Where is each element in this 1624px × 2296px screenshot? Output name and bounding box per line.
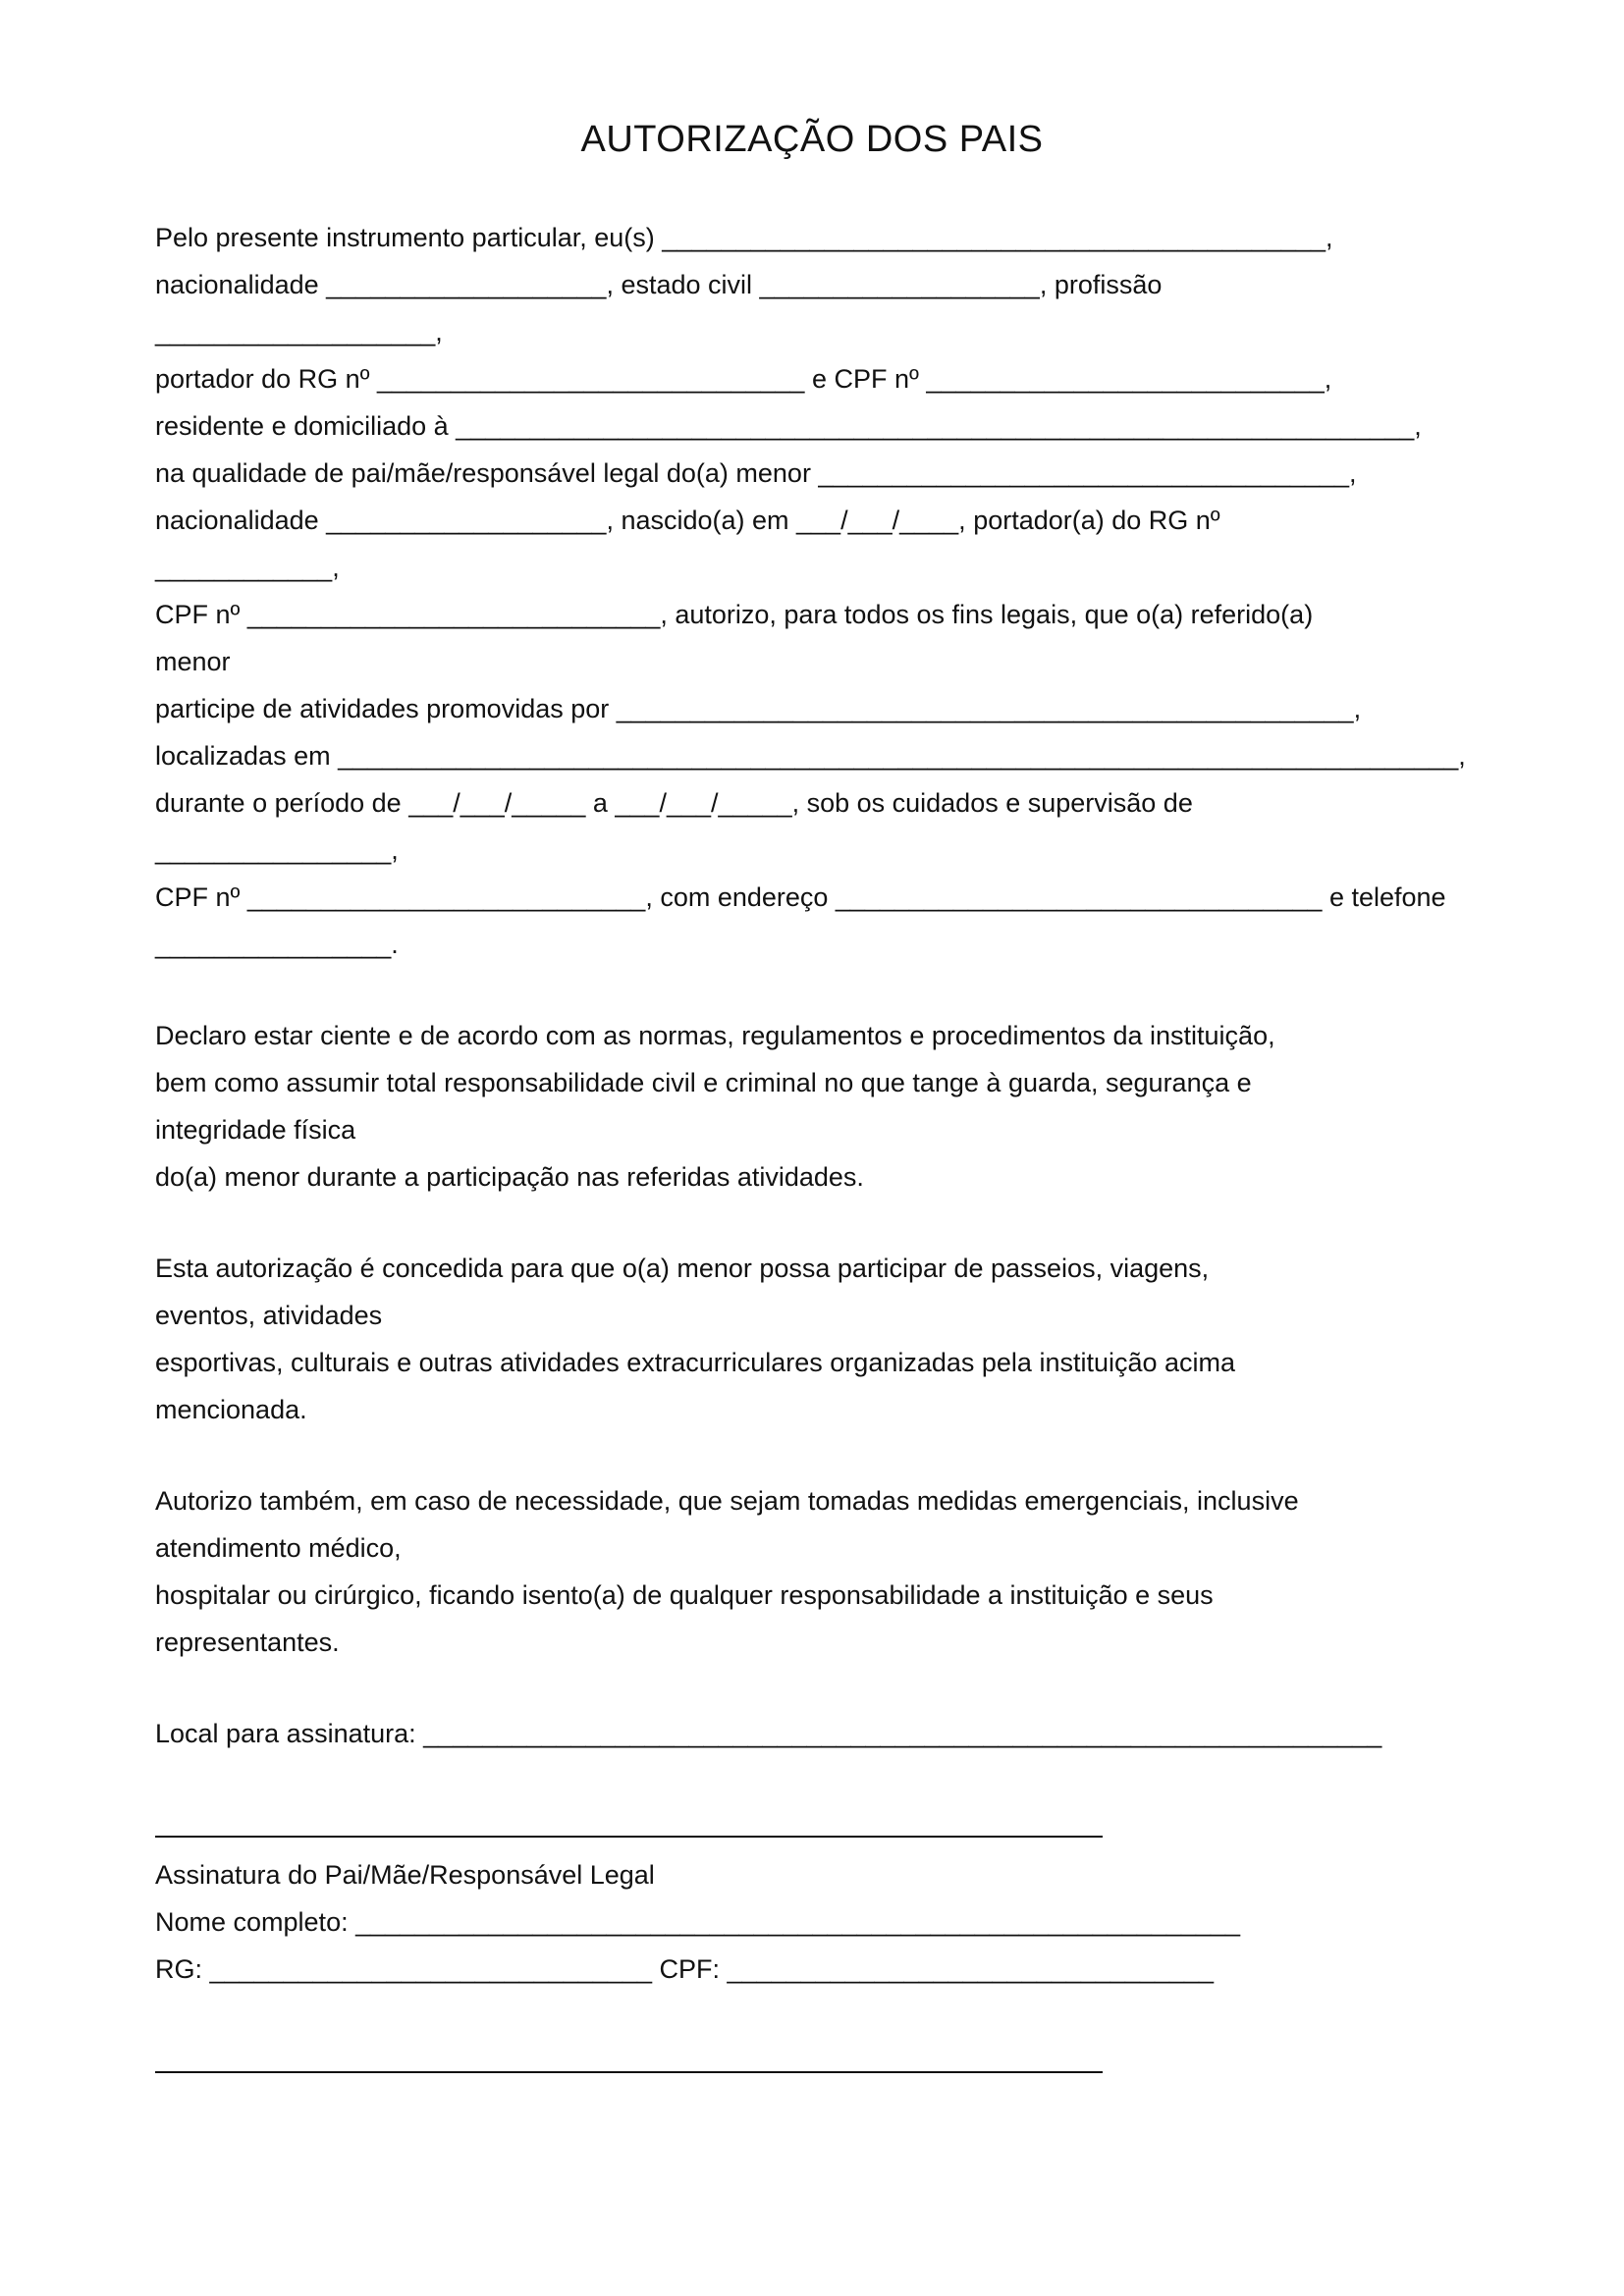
text-line-minor-rg-blank: ____________, bbox=[155, 553, 340, 582]
document-title: AUTORIZAÇÃO DOS PAIS bbox=[580, 119, 1044, 160]
signature-line-bottom bbox=[155, 2071, 1103, 2073]
text-line-menor: menor bbox=[155, 647, 231, 676]
text-line-scope-4: mencionada. bbox=[155, 1395, 307, 1424]
text-line-emergency-3: hospitalar ou cirúrgico, ficando isento(a) de qualquer responsabilidade a instituição e seus bbox=[155, 1580, 1214, 1610]
text-line-scope-1: Esta autorização é concedida para que o(a) menor possa participar de passeios, viagens, bbox=[155, 1254, 1210, 1283]
text-line-emergency-2: atendimento médico, bbox=[155, 1533, 402, 1563]
text-line-scope-3: esportivas, culturais e outras atividades extracurriculares organizadas pela instituição acima bbox=[155, 1348, 1236, 1377]
text-line-scope-2: eventos, atividades bbox=[155, 1301, 383, 1330]
text-line-minor-nationality-birth: nacionalidade ___________________, nascido(a) em ___/___/____, portador(a) do RG nº bbox=[155, 506, 1220, 535]
text-line-guardian-of-minor: na qualidade de pai/mãe/responsável legal do(a) menor ____________________________________, bbox=[155, 458, 1357, 488]
text-line-signature-caption: Assinatura do Pai/Mãe/Responsável Legal bbox=[155, 1860, 655, 1890]
text-line-declaration-4: do(a) menor durante a participação nas referidas atividades. bbox=[155, 1162, 864, 1192]
text-line-nationality-civil-status: nacionalidade ___________________, estado civil ___________________, profissão bbox=[155, 270, 1163, 299]
text-line-phone-blank: ________________. bbox=[155, 930, 399, 959]
text-line-full-name: Nome completo: ____________________________________________________________ bbox=[155, 1907, 1241, 1937]
text-line-supervisor-blank: ________________, bbox=[155, 835, 399, 865]
text-line-rg-cpf-signer: RG: ______________________________ CPF: _________________________________ bbox=[155, 1954, 1215, 1984]
text-line-declaration-2: bem como assumir total responsabilidade civil e criminal no que tange à guarda, segurança e bbox=[155, 1068, 1252, 1097]
text-line-emergency-4: representantes. bbox=[155, 1628, 340, 1657]
text-line-rg-cpf: portador do RG nº _____________________________ e CPF nº ___________________________, bbox=[155, 364, 1332, 394]
text-line-minor-cpf-authorization: CPF nº ____________________________, autorizo, para todos os fins legais, que o(a) referido(a) bbox=[155, 600, 1314, 629]
text-line-emergency-1: Autorizo também, em caso de necessidade, que sejam tomadas medidas emergenciais, inclusive bbox=[155, 1486, 1299, 1516]
text-line-period: durante o período de ___/___/_____ a ___/___/_____, sob os cuidados e supervisão de bbox=[155, 788, 1193, 818]
signature-line-guardian bbox=[155, 1836, 1103, 1838]
text-line-activities-by: participe de atividades promovidas por __________________________________________________, bbox=[155, 694, 1362, 723]
text-line-address: residente e domiciliado à _________________________________________________________________, bbox=[155, 411, 1422, 441]
text-line-owner-name: Pelo presente instrumento particular, eu(s) _____________________________________________, bbox=[155, 223, 1333, 252]
text-line-declaration-1: Declaro estar ciente e de acordo com as normas, regulamentos e procedimentos da instituição, bbox=[155, 1021, 1275, 1050]
text-line-supervisor-cpf-address: CPF nº ___________________________, com endereço _________________________________ e telefone bbox=[155, 882, 1446, 912]
text-line-located-at: localizadas em ____________________________________________________________________________, bbox=[155, 741, 1466, 771]
text-line-signature-place: Local para assinatura: _________________________________________________________________ bbox=[155, 1719, 1382, 1748]
text-line-declaration-3: integridade física bbox=[155, 1115, 356, 1145]
text-line-profession-blank: ___________________, bbox=[155, 317, 443, 347]
